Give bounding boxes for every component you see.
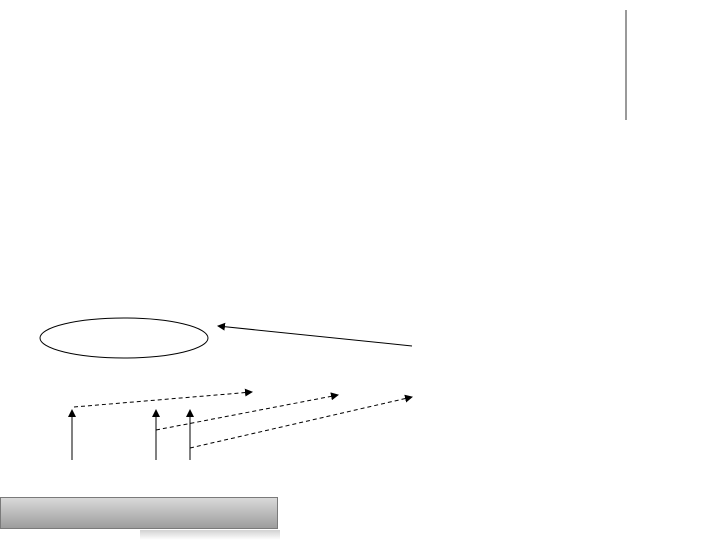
decorative-divider: [625, 10, 627, 120]
highlight-circle: [392, 347, 430, 423]
bookshelf-diagram: [0, 310, 720, 490]
arrow-to-groups: [218, 326, 412, 346]
decorative-dot-grid: [0, 0, 720, 130]
department-logo: [0, 497, 278, 529]
arrow-small-dashed: [190, 397, 412, 448]
logo-reflection: [140, 530, 280, 540]
arrow-medium-dashed: [156, 395, 338, 430]
arrow-large-dashed: [74, 392, 252, 407]
group-ellipse: [40, 318, 208, 358]
